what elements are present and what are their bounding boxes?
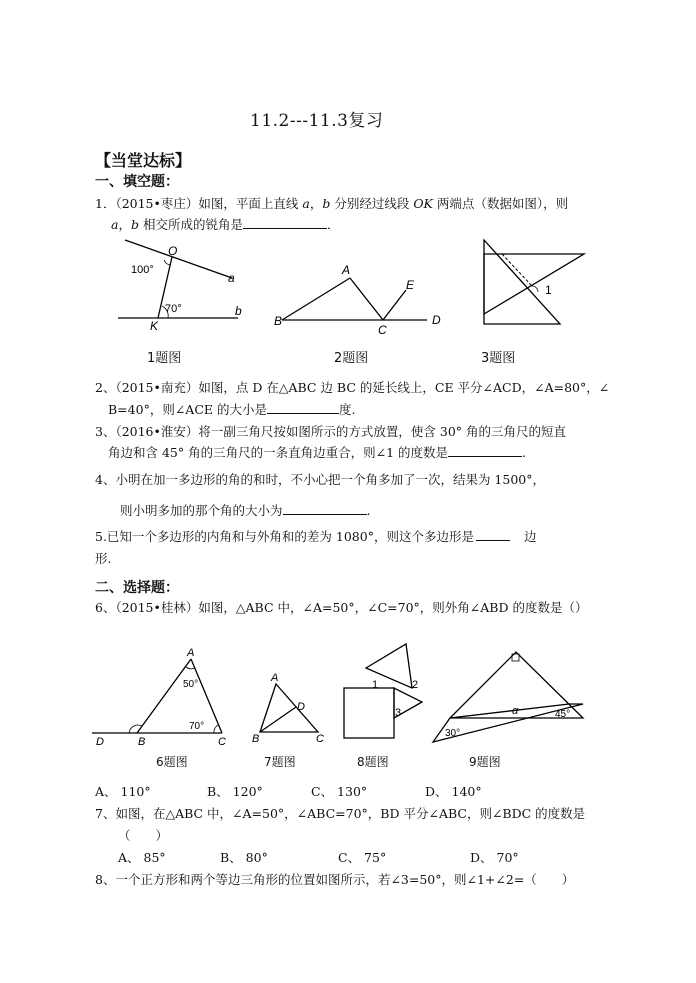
- fig7-label-a: A: [271, 672, 279, 684]
- q6-option-a[interactable]: A、 110°: [95, 784, 151, 799]
- question-6: 6、（2015•桂林）如图，△ABC 中，∠A=50°，∠C=70°，则外角∠ABD 的度数是（）: [95, 600, 588, 615]
- caption-fig3: 3题图: [481, 351, 516, 366]
- question-1-line2: [111, 215, 339, 233]
- fig7-label-b: B: [252, 733, 260, 745]
- question-7-line1: 7、如图，在△ABC 中，∠A=50°，∠ABC=70°，BD 平分∠ABC，则∠BDC 的度数是: [95, 806, 586, 821]
- q1-answer-blank[interactable]: [243, 216, 327, 229]
- fig3-triangle-30: [484, 240, 560, 324]
- fig2-label-c: C: [378, 323, 387, 337]
- fig6-arc-a: [186, 667, 195, 669]
- q1-text-d: 相交所成的锐角是: [138, 217, 243, 232]
- fig6-label-ang70: 70°: [189, 721, 205, 732]
- part1-heading: 一、填空题：: [95, 174, 179, 190]
- fig1-label-b: b: [235, 304, 242, 318]
- q5-text-a: 5.已知一个多边形的内角和与外角和的差为 1080°，则这个多边形是: [95, 529, 474, 544]
- fig2-side-ab: [282, 278, 350, 320]
- question-3-line1: 3、（2016•淮安）将一副三角尺按如图所示的方式放置，使含 30° 角的三角尺的短直: [95, 424, 566, 439]
- q2-answer-blank[interactable]: [267, 401, 339, 414]
- fig7-label-c: C: [316, 733, 324, 745]
- q1-var-a: a: [302, 196, 310, 211]
- fig8-label-1: 1: [372, 679, 379, 691]
- fig6-label-ang50: 50°: [183, 679, 199, 690]
- fig2-label-d: D: [432, 313, 441, 327]
- fig2-ray-ce: [383, 290, 406, 320]
- fig1-label-ang70: 70°: [165, 303, 182, 315]
- q7-option-b[interactable]: B、 80°: [220, 850, 268, 865]
- fig3-hidden-edge: [502, 254, 532, 286]
- q6-option-d[interactable]: D、 140°: [425, 784, 482, 799]
- q4-text-a: 则小明多加的那个角的大小为: [120, 503, 283, 518]
- q7-option-a[interactable]: A、 85°: [118, 850, 166, 865]
- fig3-arc-1: [532, 286, 538, 292]
- figure-1: [110, 238, 260, 333]
- fig2-label-b: B: [274, 314, 283, 328]
- question-4-line1: 4、小明在加一多边形的角的和时，不小心把一个角多加了一次，结果为 1500°，: [95, 472, 545, 487]
- caption-fig8: 8题图: [357, 755, 389, 769]
- q1-var-b: b: [322, 196, 331, 211]
- fig6-arc-c: [214, 725, 218, 733]
- fig3-label-1: 1: [545, 283, 552, 297]
- question-2-line2: [108, 400, 355, 418]
- q1-text-e: ．: [326, 217, 340, 232]
- question-3-line2: [108, 443, 526, 461]
- figure-2: [272, 262, 447, 337]
- question-5-line2: 形.: [95, 551, 112, 566]
- question-8: 8、一个正方形和两个等边三角形的位置如图所示，若∠3=50°，则∠1+∠2=（ ）: [95, 872, 575, 887]
- fig9-label-45: 45°: [555, 709, 571, 720]
- figure-8: [338, 640, 428, 745]
- fig8-label-2: 2: [412, 679, 419, 691]
- q4-text-b: .: [366, 503, 371, 518]
- fig2-label-e: E: [406, 278, 415, 292]
- q3-answer-blank[interactable]: [448, 444, 522, 457]
- fig2-side-ac: [350, 278, 383, 320]
- fig6-label-b: B: [138, 736, 146, 748]
- part2-heading: 二、选择题：: [95, 580, 179, 596]
- question-2-line1: 2、（2015•南充）如图，点 D 在△ABC 边 BC 的延长线上，CE 平分∠ACD，∠A=80°，∠: [95, 380, 610, 395]
- q1-comma2: ，: [118, 217, 131, 232]
- fig9-label-30: 30°: [445, 728, 461, 739]
- q5-text-b: 边: [523, 529, 537, 544]
- fig9-label-alpha: α: [512, 705, 519, 717]
- question-1-line1: [95, 194, 568, 212]
- fig8-label-3: 3: [395, 707, 402, 719]
- q6-option-c[interactable]: C、 130°: [311, 784, 368, 799]
- q2-text-c: 度.: [339, 402, 356, 417]
- q7-option-c[interactable]: C、 75°: [338, 850, 387, 865]
- question-5-line1: [95, 527, 536, 545]
- question-7-line2: （ ）: [118, 828, 169, 843]
- fig1-label-a: a: [228, 271, 235, 285]
- q4-answer-blank[interactable]: [283, 502, 367, 515]
- caption-fig1: 1题图: [147, 351, 182, 366]
- fig7-triangle: [260, 684, 318, 732]
- q1-comma: ，: [309, 196, 323, 211]
- section-header: 【当堂达标】: [95, 151, 192, 170]
- q3-text-b: .: [522, 445, 526, 460]
- q1-var-b2: b: [130, 217, 139, 232]
- caption-fig6: 6题图: [156, 755, 188, 769]
- q1-var-ok: OK: [413, 196, 433, 211]
- question-4-line2: [120, 501, 371, 519]
- q1-text-c: 两端点（数据如图），则: [432, 196, 569, 211]
- q6-option-b[interactable]: B、 120°: [207, 784, 263, 799]
- caption-fig9: 9题图: [469, 755, 501, 769]
- fig1-label-o: O: [168, 244, 178, 258]
- q1-text-b: 分别经过线段: [330, 196, 414, 211]
- fig1-label-ang100: 100°: [131, 264, 154, 276]
- q1-var-a2: a: [111, 217, 119, 232]
- fig7-label-d: D: [297, 701, 305, 713]
- fig1-label-k: K: [150, 319, 159, 333]
- fig7-bisector-bd: [260, 707, 296, 732]
- figure-7: [252, 670, 327, 748]
- q2-text-a: B=40°: [108, 402, 150, 417]
- figure-9: [428, 650, 593, 748]
- q1-text-a: 1．（2015•枣庄）如图，平面上直线: [95, 196, 303, 211]
- fig6-side-ab: [137, 659, 191, 733]
- fig8-square: [344, 688, 394, 738]
- q5-answer-blank[interactable]: [476, 528, 510, 541]
- fig2-label-a: A: [342, 263, 351, 277]
- caption-fig2: 2题图: [334, 351, 369, 366]
- fig6-label-c: C: [218, 736, 226, 748]
- fig6-label-a: A: [187, 647, 195, 659]
- q3-text-a: 角边和含 45° 角的三角尺的一条直角边重合，则∠1 的度数是: [108, 445, 449, 460]
- figure-3: [480, 236, 595, 328]
- fig6-label-d: D: [96, 736, 104, 748]
- q2-text-b: ，则∠ACE 的大小是: [149, 402, 267, 417]
- caption-fig7: 7题图: [264, 755, 296, 769]
- figure-6: [92, 645, 237, 749]
- page-title: 11.2---11.3复习: [250, 111, 384, 131]
- q7-option-d[interactable]: D、 70°: [470, 850, 519, 865]
- fig3-triangle-45: [484, 254, 584, 314]
